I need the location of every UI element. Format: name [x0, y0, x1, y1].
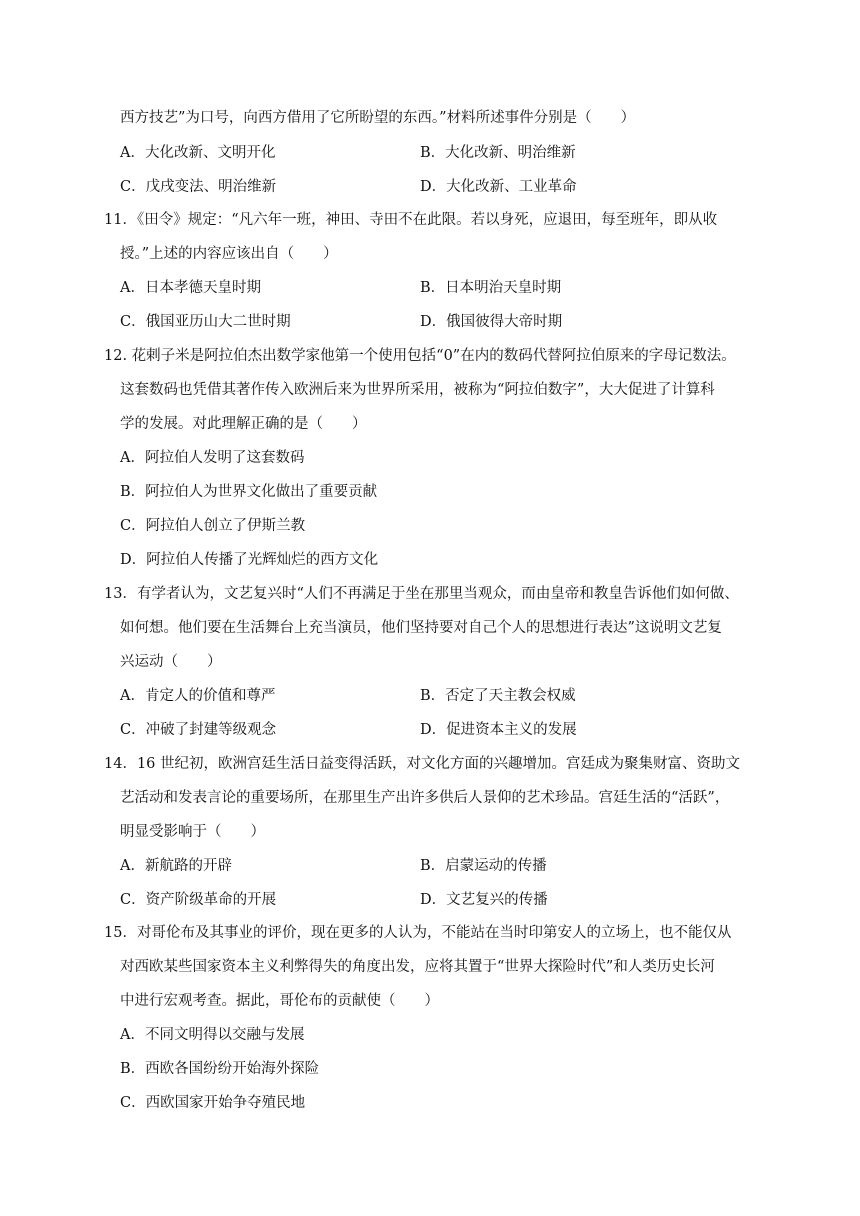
q13-option-c: C．冲破了封建等级观念 [120, 722, 277, 738]
q13-option-d: D．促进资本主义的发展 [420, 722, 577, 738]
q14-option-d: D．文艺复兴的传播 [420, 892, 548, 908]
q12-option-b: B．阿拉伯人为世界文化做出了重要贡献 [120, 484, 378, 500]
q13-stem-line-3: 兴运动（ ） [120, 654, 222, 670]
q13-option-a: A．肯定人的价值和尊严 [120, 688, 276, 704]
q13-stem-line-2: 如何想。他们要在生活舞台上充当演员，他们坚持要对自己个人的思想进行表达”这说明文艺复 [120, 620, 722, 636]
q10-option-c: C．戊戌变法、明治维新 [120, 179, 277, 195]
q10-option-a: A．大化改新、文明开化 [120, 145, 276, 161]
q14-option-c: C．资产阶级革命的开展 [120, 892, 277, 908]
q11-stem-line-2: 授。”上述的内容应该出自（ ） [120, 246, 338, 262]
q15-stem-line-2: 对西欧某些国家资本主义利弊得失的角度出发，应将其置于“世界大探险时代”和人类历史长河 [120, 959, 715, 975]
q12-stem-line-2: 这套数码也凭借其著作传入欧洲后来为世界所采用，被称为“阿拉伯数字”，大大促进了计算科 [120, 382, 715, 398]
q15-stem-line-3: 中进行宏观考查。据此，哥伦布的贡献使（ ） [120, 993, 439, 1009]
q13-option-b: B．否定了天主教会权威 [420, 688, 576, 704]
q11-option-c: C．俄国亚历山大二世时期 [120, 314, 291, 330]
q15-stem-line-1: 15．对哥伦布及其事业的评价，现在更多的人认为，不能站在当时印第安人的立场上，也不能仅从 [104, 925, 732, 941]
q14-stem-line-2: 艺活动和发表言论的重要场所，在那里生产出许多供后人景仰的艺术珍品。宫廷生活的“活跃”， [120, 790, 730, 806]
q15-option-b: B．西欧各国纷纷开始海外探险 [120, 1061, 320, 1077]
q14-option-b: B．启蒙运动的传播 [420, 858, 547, 874]
q12-option-a: A．阿拉伯人发明了这套数码 [120, 450, 305, 466]
q11-option-d: D．俄国彼得大帝时期 [420, 314, 563, 330]
q12-option-c: C．阿拉伯人创立了伊斯兰教 [120, 518, 306, 534]
q14-stem-line-1: 14．16 世纪初，欧洲宫廷生活日益变得活跃，对文化方面的兴趣增加。宫廷成为聚集财富、资助文 [104, 756, 741, 772]
q11-stem-line-1: 11．《田令》规定：“凡六年一班，神田、寺田不在此限。若以身死，应退田，每至班年，即从收 [104, 212, 718, 228]
q10-stem-continuation: 西方技艺”为口号，向西方借用了它所盼望的东西。”材料所述事件分别是（ ） [120, 110, 636, 126]
q15-option-a: A．不同文明得以交融与发展 [120, 1027, 305, 1043]
q15-option-c: C．西欧国家开始争夺殖民地 [120, 1095, 306, 1111]
q11-option-a: A．日本孝德天皇时期 [120, 280, 261, 296]
q11-option-b: B．日本明治天皇时期 [420, 280, 562, 296]
q13-stem-line-1: 13．有学者认为，文艺复兴时“人们不再满足于坐在那里当观众，而由皇帝和教皇告诉他们如何做、 [104, 586, 739, 602]
q12-stem-line-1: 12. 花剌子米是阿拉伯杰出数学家他第一个使用包括“0”在内的数码代替阿拉伯原来的字母记数法。 [104, 348, 736, 364]
q14-option-a: A．新航路的开辟 [120, 858, 232, 874]
q10-option-d: D．大化改新、工业革命 [420, 179, 577, 195]
q12-option-d: D．阿拉伯人传播了光辉灿烂的西方文化 [120, 552, 379, 568]
q14-stem-line-3: 明显受影响于（ ） [120, 824, 265, 840]
q10-option-b: B．大化改新、明治维新 [420, 145, 576, 161]
q12-stem-line-3: 学的发展。对此理解正确的是（ ） [120, 416, 367, 432]
